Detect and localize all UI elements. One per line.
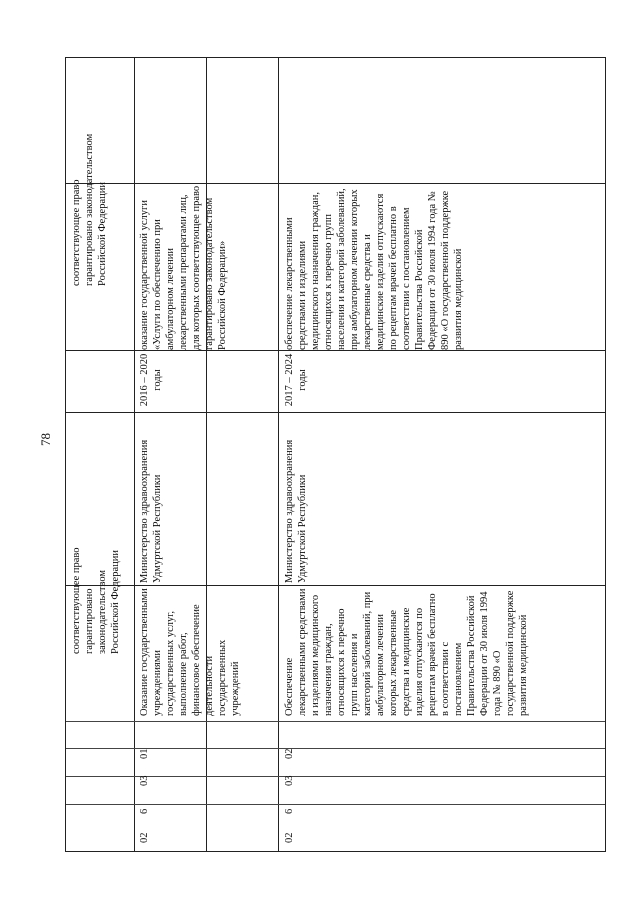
fragment-right: соответствующее право гарантировано законодательством Российской Федерации — [71, 133, 108, 286]
executor: Министерство здравоохранения Удмуртской Республики — [284, 439, 308, 583]
table-divider — [66, 721, 605, 722]
code-cell: 03 — [284, 775, 295, 786]
period: 2017 – 2024 годы — [284, 353, 308, 407]
period: 2016 – 2020 годы — [139, 353, 163, 407]
code-cell: 02 — [139, 832, 150, 843]
fragment-left: соответствующее право гарантировано законодательством Российской Федерации — [71, 547, 121, 654]
table-divider — [278, 58, 279, 851]
code-cell: 6 — [139, 808, 150, 814]
table-divider — [66, 804, 605, 805]
expected-result: обеспечение лекарственными средствами и изделиями медицинского назначения граждан, относящихся к перечню групп населения и категорий заболеваний, при амбулаторном лечении которых лекарственные средства и медицинские изделия отпускаются по рецептам врачей бесплатно в соответствии с постановлением Правительства Российской Федерации от 30 июля 1994 года № 890 «О государственной поддержке развития медицинской — [284, 188, 464, 350]
table-divider — [134, 58, 135, 851]
expected-result: оказание государственной услуги «Услуги по обеспечению при амбулаторном лечении лекарственными препаратами лиц, для которых соответствующее право гарантировано законодательством Российской Федерации» — [139, 185, 228, 350]
code-cell: 02 — [284, 748, 295, 759]
table-divider — [66, 412, 605, 413]
table-divider — [66, 183, 605, 184]
activity-name: Обеспечение лекарственными средствами и изделиями медицинского назначения граждан, относящихся к перечню групп населения и категорий заболеваний, при амбулаторном лечении которых лекарственные средства и медицинские изделия отпускаются по рецептам врачей бесплатно в соответствии с постановлением Правительства Российской Федерации от 30 июля 1994 года № 890 «О государственной поддержке развития медицинской — [284, 588, 529, 716]
code-cell: 02 — [284, 832, 295, 843]
executor: Министерство здравоохранения Удмуртской Республики — [139, 439, 163, 583]
code-cell: 6 — [284, 808, 295, 814]
table-divider — [206, 58, 207, 851]
page-number: 78 — [38, 433, 53, 446]
code-cell: 03 — [139, 775, 150, 786]
table-divider — [66, 585, 605, 586]
code-cell: 01 — [139, 748, 150, 759]
activity-name: Оказание государственными учреждениями государственных услуг, выполнение работ, финансовое обеспечение деятельности государственных учреждений — [139, 588, 241, 716]
